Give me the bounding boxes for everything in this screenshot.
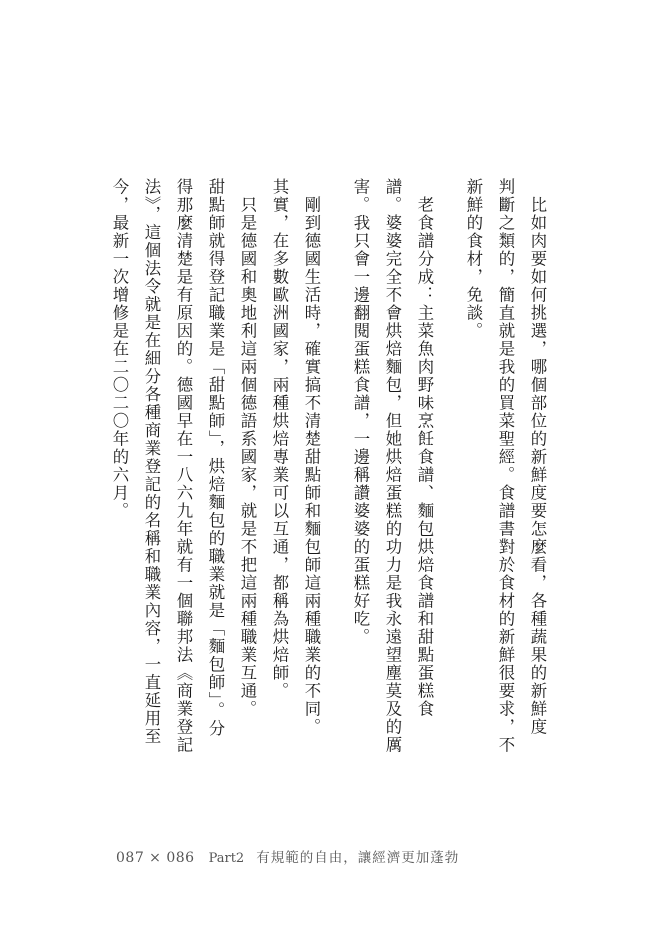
text-column-7: 剛到德國生活時，確實搞不清楚甜點師和麵包師這兩種職業的不同。 <box>302 178 321 736</box>
text-column-1: 比如肉要如何挑選，哪個部位的新鮮度要怎麼看，各種蔬果的新鮮度 <box>528 178 547 736</box>
text-column-8: 其實，在多數歐洲國家，兩種烘焙專業可以互通，都稱為烘焙師。 <box>270 178 289 700</box>
page-footer <box>116 846 459 866</box>
part-label: Part2 <box>208 851 245 866</box>
text-column-5: 譜。婆婆完全不會烘焙麵包，但她烘焙蛋糕的功力是我永遠望塵莫及的厲 <box>383 178 402 754</box>
text-column-9: 只是德國和奧地利這兩個德語系國家，就是不把這兩種職業互通。 <box>238 178 257 718</box>
text-column-10: 甜點師就得登記職業是「甜點師」，烘焙麵包的職業就是「麵包師」。分 <box>206 178 225 738</box>
chapter-title: 有規範的自由，讓經濟更加蓬勃 <box>256 850 460 866</box>
text-column-4: 老食譜分成：主菜魚肉野味烹飪食譜、麵包烘焙食譜和甜點蛋糕食 <box>415 178 434 718</box>
page-numbers: 087 × 086 <box>116 850 195 866</box>
text-column-11: 得那麼清楚是有原因的。德國早在一八六九年就有一個聯邦法《商業登記 <box>174 178 193 754</box>
vertical-text-block <box>95 178 545 758</box>
text-column-13: 今，最新一次增修是在二〇二〇年的六月。 <box>110 178 129 520</box>
text-column-3: 新鮮的食材，免談。 <box>464 178 483 340</box>
text-column-6: 害。我只會一邊翻閱蛋糕食譜，一邊稱讚婆婆的蛋糕好吃。 <box>351 178 370 646</box>
text-column-12: 法》，這個法令就是在細分各種商業登記的名稱和職業內容，一直延用至 <box>142 178 161 746</box>
text-column-2: 判斷之類的，簡直就是我的買菜聖經。食譜書對於食材的新鮮很要求，不 <box>496 178 515 754</box>
